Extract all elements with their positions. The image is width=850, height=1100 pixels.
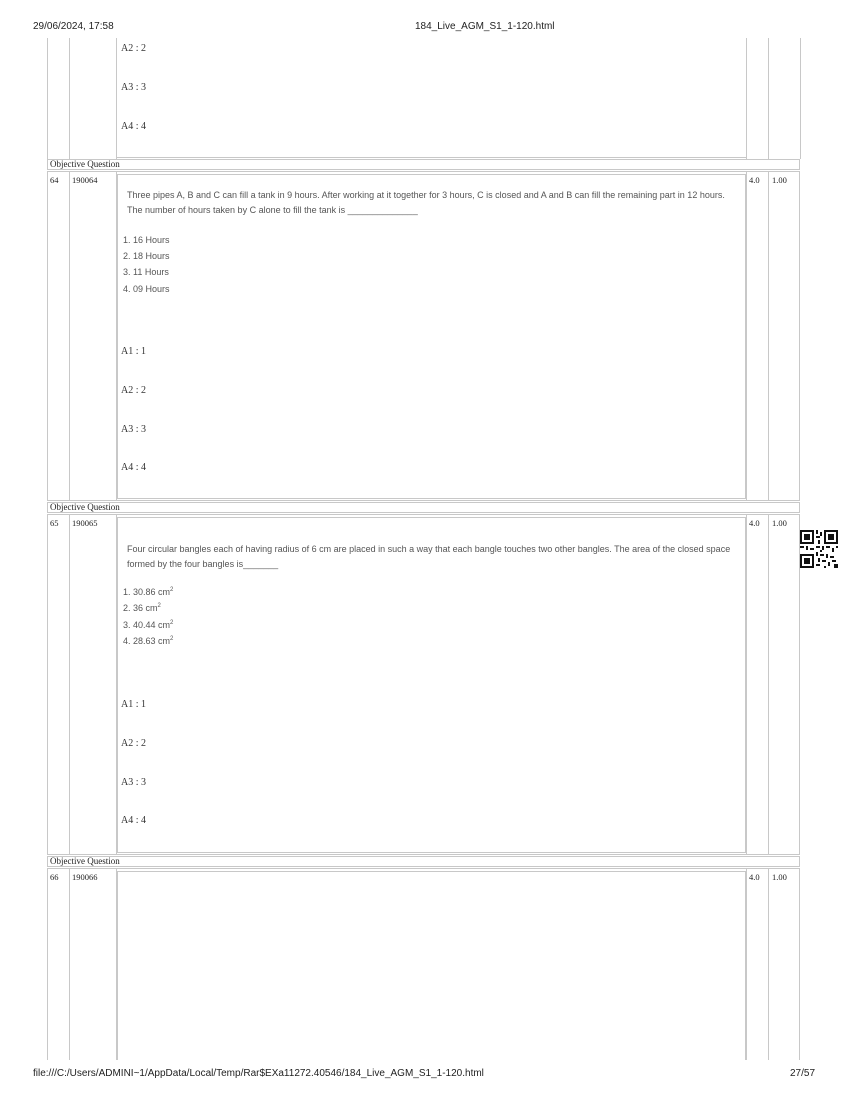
- negative-marks: 1.00: [772, 175, 787, 185]
- option-text: 1. 30.86 cm: [123, 587, 171, 597]
- answer-option: A4 : 4: [121, 462, 146, 473]
- cell-border: [746, 515, 747, 854]
- question-marks: 4.0: [749, 175, 760, 185]
- option-1: [123, 587, 173, 597]
- cell-border: [746, 869, 747, 1060]
- question-marks: 4.0: [749, 872, 760, 882]
- option-4: [123, 636, 173, 646]
- option-text: 3. 40.44 cm: [123, 620, 171, 630]
- cell-border: [69, 172, 70, 500]
- qr-code-icon: [800, 530, 838, 568]
- option-text: 2. 36 cm: [123, 603, 158, 613]
- option-2: [123, 603, 161, 613]
- question-id: 190064: [72, 175, 98, 185]
- cell-border: [69, 515, 70, 854]
- table-border: [47, 38, 48, 159]
- table-border: [800, 38, 801, 159]
- answer-cell: [116, 38, 747, 158]
- answer-option: A3 : 3: [121, 777, 146, 788]
- table-border: [768, 38, 769, 159]
- question-text: Three pipes A, B and C can fill a tank in 9 hours. After working at it together for 3 hours, C is closed and A and B can fill the remaining part in 12 hours. The number of hours taken by C alone to fill the tank is ______________: [127, 190, 725, 215]
- table-border: [69, 38, 70, 159]
- question-content-box: [117, 871, 746, 1060]
- question-number: 66: [50, 872, 59, 882]
- option-text: 4. 28.63 cm: [123, 636, 171, 646]
- question-id: 190066: [72, 872, 98, 882]
- question-number: 64: [50, 175, 59, 185]
- cell-border: [69, 869, 70, 1060]
- answer-option: A2 : 2: [121, 43, 146, 54]
- cell-border: [768, 515, 769, 854]
- negative-marks: 1.00: [772, 872, 787, 882]
- section-label: Objective Question: [47, 502, 800, 513]
- answer-option: A1 : 1: [121, 346, 146, 357]
- answer-option: A4 : 4: [121, 121, 146, 132]
- answer-option: A3 : 3: [121, 424, 146, 435]
- question-content-box: [117, 174, 746, 499]
- question-text: Four circular bangles each of having radius of 6 cm are placed in such a way that each bangle touches two other bangles. The area of the closed space formed by the four bangles is_______: [127, 544, 731, 569]
- file-path: file:///C:/Users/ADMINI~1/AppData/Local/Temp/Rar$EXa11272.40546/184_Live_AGM_S1_1-120.html: [33, 1068, 484, 1079]
- cell-border: [746, 172, 747, 500]
- print-datetime: 29/06/2024, 17:58: [33, 21, 114, 32]
- option-3: [123, 620, 173, 630]
- print-title: 184_Live_AGM_S1_1-120.html: [415, 21, 555, 32]
- cell-border: [768, 172, 769, 500]
- page-number: 27/57: [790, 1068, 816, 1079]
- option-3: 3. 11 Hours: [123, 267, 169, 277]
- answer-option: A2 : 2: [121, 738, 146, 749]
- option-1: 1. 16 Hours: [123, 235, 170, 245]
- question-marks: 4.0: [749, 518, 760, 528]
- option-2: 2. 18 Hours: [123, 251, 170, 261]
- question-id: 190065: [72, 518, 98, 528]
- negative-marks: 1.00: [772, 518, 787, 528]
- answer-option: A1 : 1: [121, 699, 146, 710]
- superscript: 2: [170, 620, 174, 626]
- section-label: Objective Question: [47, 159, 800, 170]
- cell-border: [768, 869, 769, 1060]
- superscript: 2: [170, 636, 174, 642]
- section-label: Objective Question: [47, 856, 800, 867]
- answer-option: A4 : 4: [121, 815, 146, 826]
- answer-option: A2 : 2: [121, 385, 146, 396]
- superscript: 2: [157, 603, 161, 609]
- option-4: 4. 09 Hours: [123, 284, 170, 294]
- question-number: 65: [50, 518, 59, 528]
- answer-option: A3 : 3: [121, 82, 146, 93]
- superscript: 2: [170, 587, 174, 593]
